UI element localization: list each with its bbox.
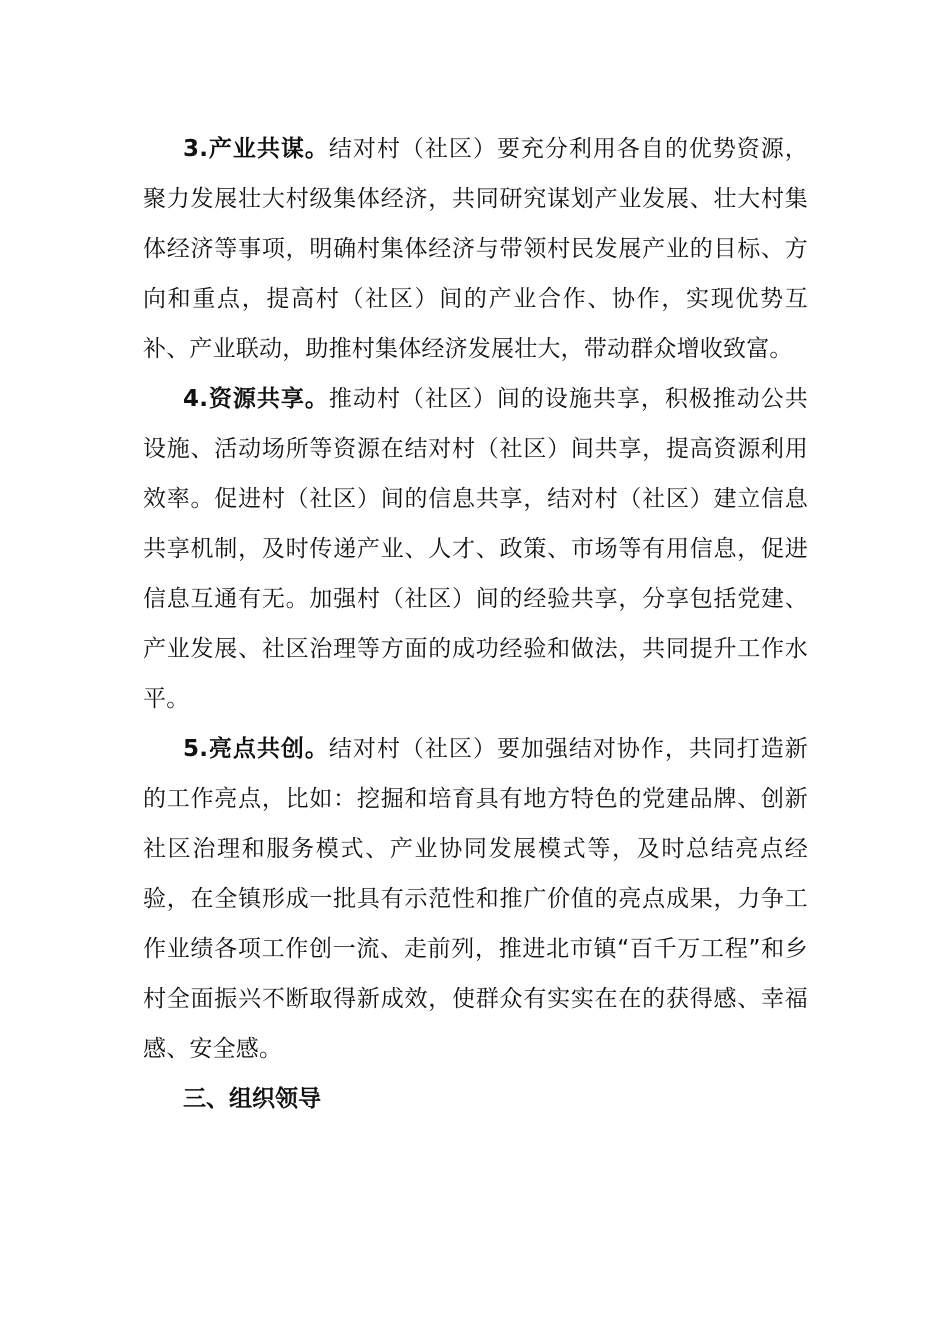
paragraph-text: 推动村（社区）间的设施共享，积极推动公共设施、活动场所等资源在结对村（社区）间共享，提高资源利用效率。促进村（社区）间的信息共享，结对村（社区）建立信息共享机制，及时传递产业、人才、政策、市场等有用信息，促进信息互通有无。加强村（社区）间的经验共享，分享包括党建、产业发展、社区治理等方面的成功经验和做法，共同提升工作水平。: [143, 386, 808, 712]
section-heading: 三、组织领导: [183, 1086, 321, 1112]
paragraph-lead: 3.产业共谋。: [183, 136, 329, 162]
paragraph-lead: 5.亮点共创。: [183, 736, 329, 762]
paragraph-lead: 4.资源共享。: [183, 386, 329, 412]
paragraph-resource-sharing: [143, 374, 808, 724]
paragraph-text: 结对村（社区）要加强结对协作，共同打造新的工作亮点，比如：挖掘和培育具有地方特色的党建品牌、创新社区治理和服务模式、产业协同发展模式等，及时总结亮点经验，在全镇形成一批具有示范性和推广价值的亮点成果，力争工作业绩各项工作创一流、走前列，推进北市镇“百千万工程”和乡村全面振兴不断取得新成效，使群众有实实在在的获得感、幸福感、安全感。: [143, 736, 808, 1062]
document-body: [143, 124, 808, 1124]
paragraph-industry-planning: [143, 124, 808, 374]
paragraph-highlight-creation: [143, 724, 808, 1074]
paragraph-text: 结对村（社区）要充分利用各自的优势资源，聚力发展壮大村级集体经济，共同研究谋划产业发展、壮大村集体经济等事项，明确村集体经济与带领村民发展产业的目标、方向和重点，提高村（社区）间的产业合作、协作，实现优势互补、产业联动，助推村集体经济发展壮大，带动群众增收致富。: [143, 136, 808, 362]
